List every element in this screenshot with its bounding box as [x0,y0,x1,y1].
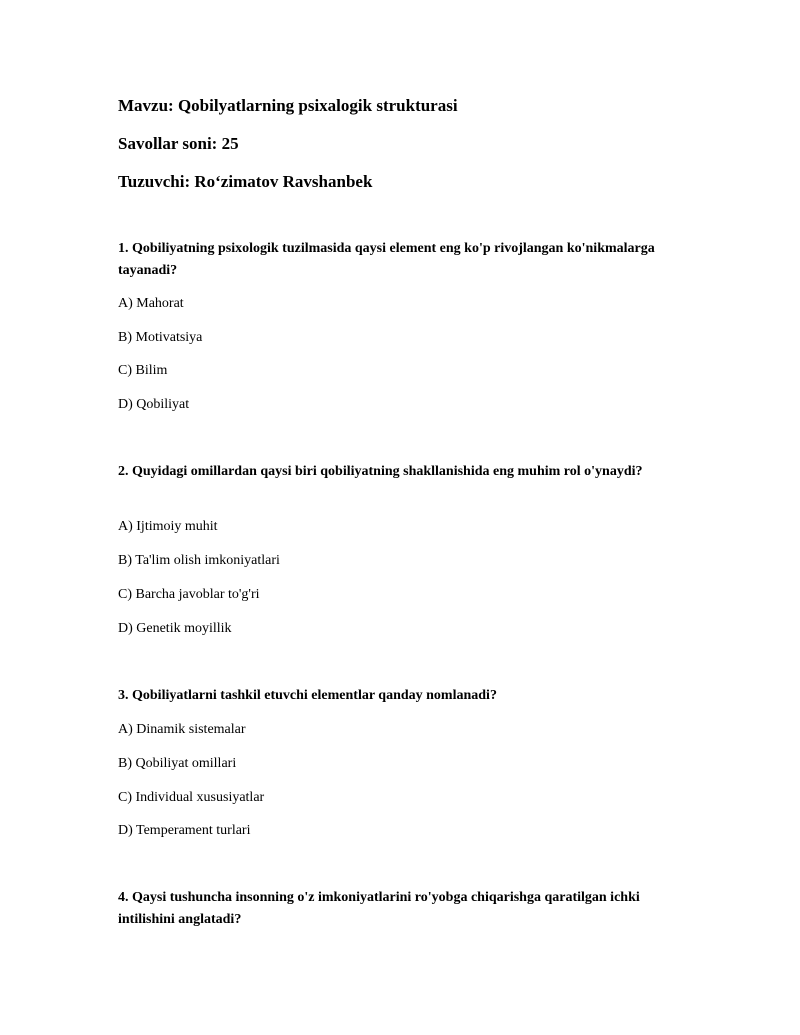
question-2-option-c: C) Barcha javoblar to'g'ri [118,587,260,602]
topic-heading: Mavzu: Qobilyatlarning psixalogik strukturasi [118,96,458,115]
question-1-option-b: B) Motivatsiya [118,330,203,345]
question-count-heading: Savollar soni: 25 [118,134,239,153]
question-3-option-b: B) Qobiliyat omillari [118,756,237,771]
question-3-text: 3. Qobiliyatlarni tashkil etuvchi elementlar qanday nomlanadi? [118,688,497,703]
question-3-option-a: A) Dinamik sistemalar [118,722,246,737]
question-2-option-b: B) Ta'lim olish imkoniyatlari [118,553,280,568]
question-2-option-d: D) Genetik moyillik [118,621,232,636]
question-3-option-d: D) Temperament turlari [118,823,251,838]
question-2-text: 2. Quyidagi omillardan qaysi biri qobiliyatning shakllanishida eng muhim rol o'ynaydi? [118,464,643,479]
author-heading: Tuzuvchi: Ro‘zimatov Ravshanbek [118,172,373,191]
question-1-option-c: C) Bilim [118,363,168,378]
question-4-text: 4. Qaysi tushuncha insonning o'z imkoniyatlarini ro'yobga chiqarishga qaratilgan ichki intilishini anglatadi? [118,890,640,927]
question-1-option-a: A) Mahorat [118,296,184,311]
question-1-option-d: D) Qobiliyat [118,397,190,412]
question-3-option-c: C) Individual xususiyatlar [118,790,265,805]
question-1-text: 1. Qobiliyatning psixologik tuzilmasida qaysi element eng ko'p rivojlangan ko'nikmalarga tayanadi? [118,241,655,278]
question-2-option-a: A) Ijtimoiy muhit [118,519,218,534]
